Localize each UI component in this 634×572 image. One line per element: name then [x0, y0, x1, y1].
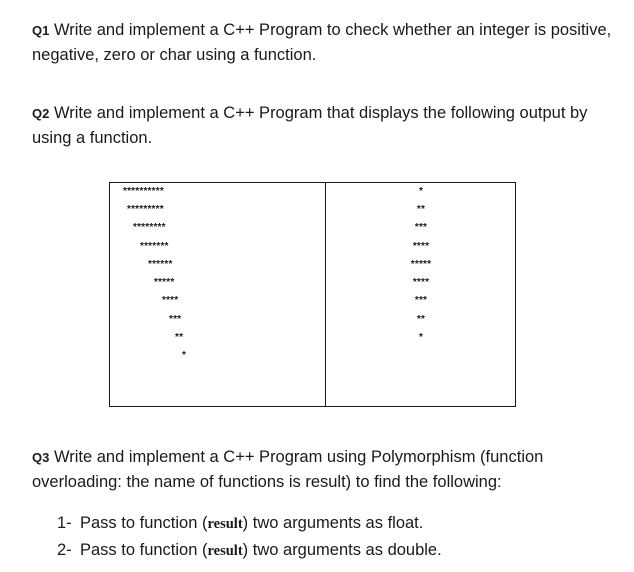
question-1-text: Write and implement a C++ Program to check whether an integer is positive, negative, zero or char using a function.: [32, 21, 612, 64]
left-pattern-row: ******: [148, 259, 173, 270]
requirements-list: [57, 510, 442, 564]
question-2-text: Write and implement a C++ Program that displays the following output by using a function.: [32, 104, 588, 147]
list-item: [57, 537, 442, 564]
left-pattern-row: **********: [123, 186, 164, 197]
list-item-keyword: result: [207, 543, 243, 559]
right-pattern-row: ***: [414, 222, 428, 233]
right-pattern-row: ****: [412, 277, 430, 288]
right-pattern-row: *: [418, 332, 424, 343]
right-pattern-row: *: [418, 186, 424, 197]
right-pattern-row: ***: [414, 295, 428, 306]
list-item-number: 1-: [57, 514, 72, 532]
right-pattern-row: *****: [410, 259, 432, 270]
right-pattern-row: **: [416, 204, 426, 215]
question-2-number: Q2: [32, 106, 50, 121]
question-3: [32, 445, 622, 495]
list-item-text-before: Pass to function (: [80, 514, 208, 532]
left-pattern-row: *********: [127, 204, 164, 215]
list-item-keyword: result: [207, 516, 243, 532]
question-1-number: Q1: [32, 23, 50, 38]
question-2: [32, 101, 628, 151]
question-3-text: Write and implement a C++ Program using Polymorphism (function overloading: the name of functions is result) to find the following:: [32, 448, 544, 491]
left-pattern-row: **: [175, 332, 184, 343]
left-pattern-row: ****: [162, 295, 179, 306]
list-item: [57, 510, 442, 537]
column-divider: [325, 183, 326, 406]
list-item-number: 2-: [57, 541, 72, 559]
left-pattern-row: ********: [133, 222, 166, 233]
list-item-text-before: Pass to function (: [80, 541, 208, 559]
left-pattern-row: *****: [154, 277, 175, 288]
right-pattern-row: **: [416, 314, 426, 325]
left-pattern-row: *: [182, 350, 187, 361]
list-item-text-after: ) two arguments as double.: [242, 541, 442, 559]
question-1: [32, 18, 622, 68]
right-pattern-row: ****: [412, 241, 430, 252]
list-item-text-after: ) two arguments as float.: [242, 514, 424, 532]
left-pattern-row: ***: [169, 314, 182, 325]
question-3-number: Q3: [32, 450, 50, 465]
pattern-table: [109, 182, 516, 407]
left-pattern-row: *******: [140, 241, 169, 252]
